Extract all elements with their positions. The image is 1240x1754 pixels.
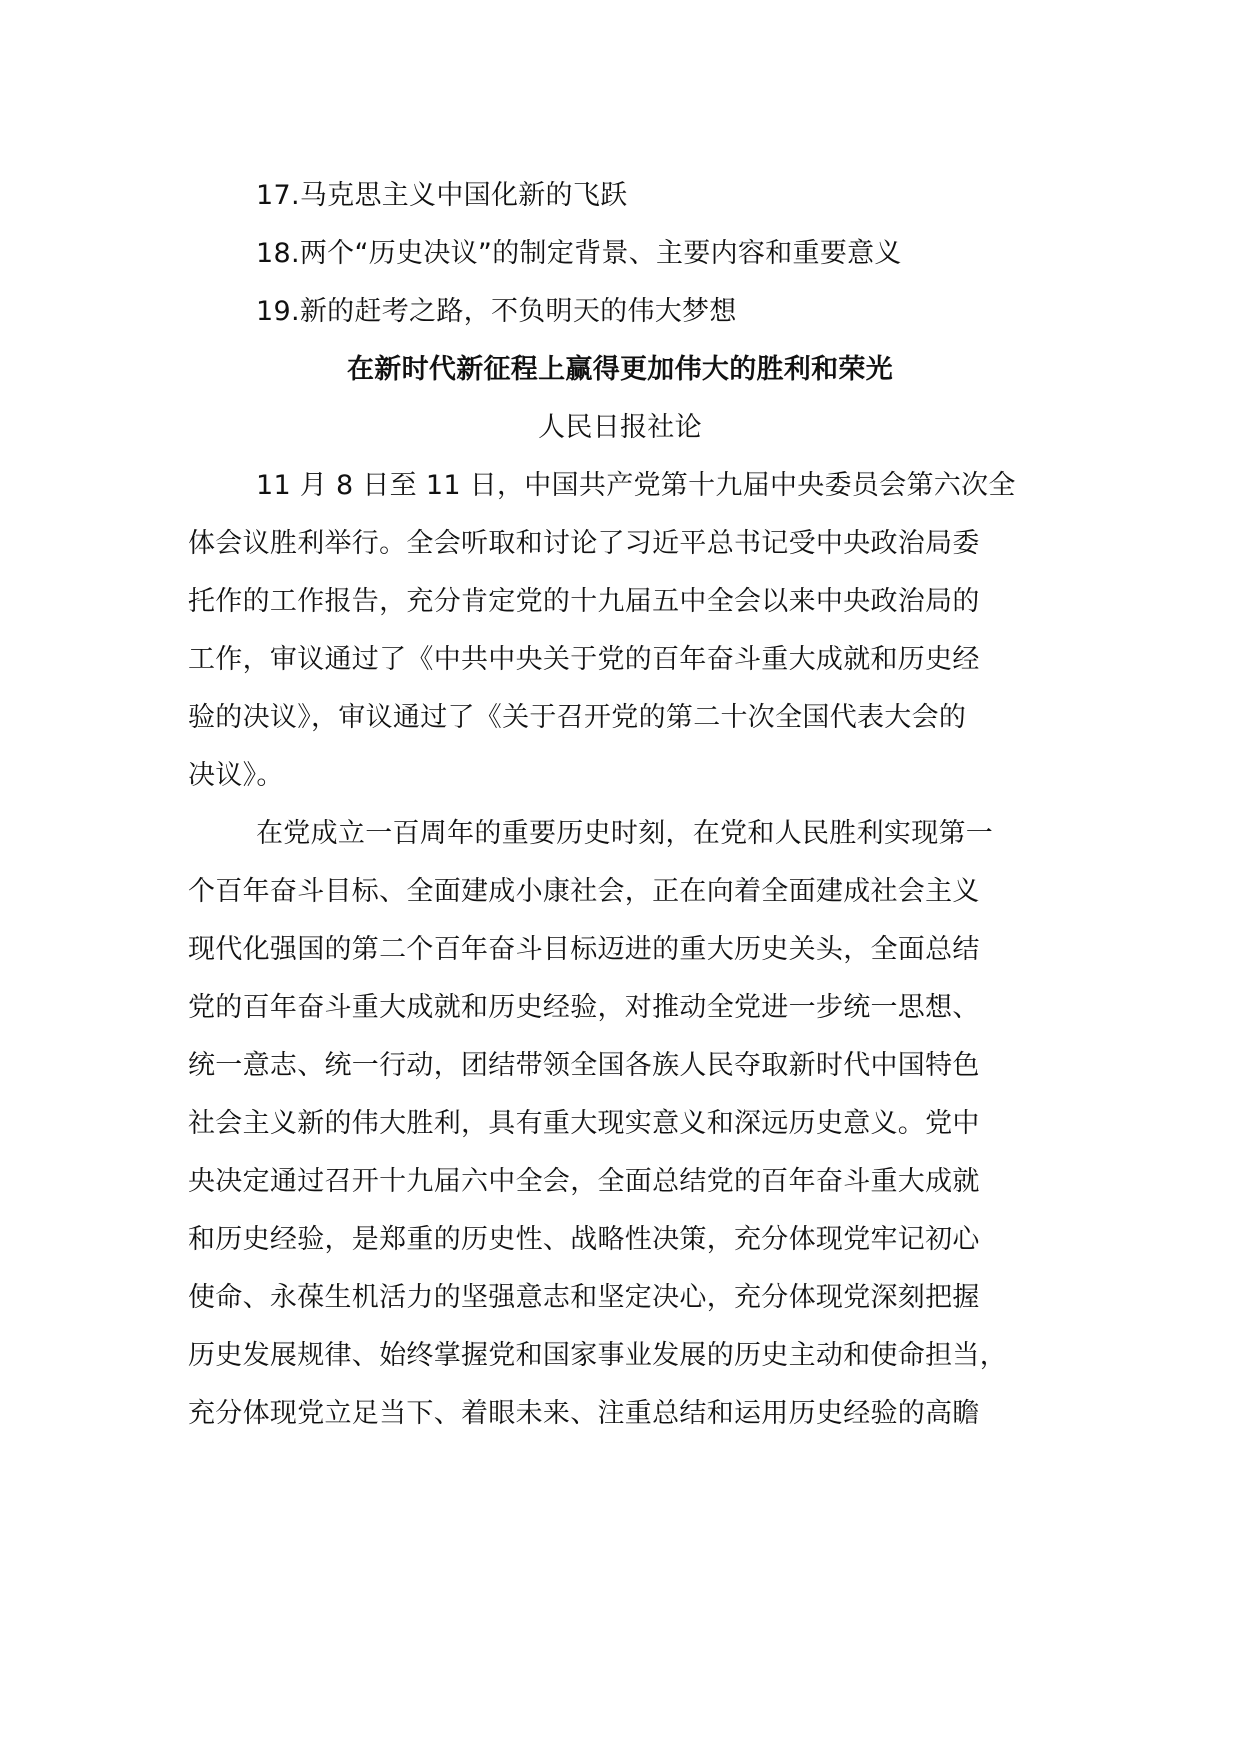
paragraph-line: 央决定通过召开十九届六中全会，全面总结党的百年奋斗重大成就 bbox=[188, 1166, 980, 1197]
paragraph-line: 现代化强国的第二个百年奋斗目标迈进的重大历史关头，全面总结 bbox=[188, 934, 980, 965]
paragraph-line: 托作的工作报告，充分肯定党的十九届五中全会以来中央政治局的 bbox=[188, 586, 980, 617]
paragraph-line: 体会议胜利举行。全会听取和讨论了习近平总书记受中央政治局委 bbox=[188, 528, 980, 559]
paragraph-line: 个百年奋斗目标、全面建成小康社会，正在向着全面建成社会主义 bbox=[188, 876, 980, 907]
paragraph-line: 充分体现党立足当下、着眼未来、注重总结和运用历史经验的高瞻 bbox=[188, 1398, 980, 1429]
paragraph-line: 历史发展规律、始终掌握党和国家事业发展的历史主动和使命担当， bbox=[188, 1340, 1007, 1371]
article-title: 在新时代新征程上赢得更加伟大的胜利和荣光 bbox=[347, 354, 893, 385]
article-source: 人民日报社论 bbox=[538, 412, 702, 443]
list-item: 18.两个“历史决议”的制定背景、主要内容和重要意义 bbox=[256, 238, 902, 269]
list-item: 19.新的赶考之路，不负明天的伟大梦想 bbox=[256, 296, 737, 327]
paragraph-line: 社会主义新的伟大胜利，具有重大现实意义和深远历史意义。党中 bbox=[188, 1108, 980, 1139]
paragraph-line: 党的百年奋斗重大成就和历史经验，对推动全党进一步统一思想、 bbox=[188, 992, 980, 1023]
paragraph-line: 使命、永葆生机活力的坚强意志和坚定决心，充分体现党深刻把握 bbox=[188, 1282, 980, 1313]
paragraph-line: 统一意志、统一行动，团结带领全国各族人民夺取新时代中国特色 bbox=[188, 1050, 980, 1081]
paragraph-line: 11 月 8 日至 11 日，中国共产党第十九届中央委员会第六次全 bbox=[256, 470, 1016, 501]
paragraph-line: 在党成立一百周年的重要历史时刻，在党和人民胜利实现第一 bbox=[256, 818, 994, 849]
paragraph-line: 验的决议》，审议通过了《关于召开党的第二十次全国代表大会的 bbox=[188, 702, 967, 733]
paragraph-line: 决议》。 bbox=[188, 760, 284, 791]
paragraph-line: 和历史经验，是郑重的历史性、战略性决策，充分体现党牢记初心 bbox=[188, 1224, 980, 1255]
list-item: 17.马克思主义中国化新的飞跃 bbox=[256, 180, 628, 211]
paragraph-line: 工作，审议通过了《中共中央关于党的百年奋斗重大成就和历史经 bbox=[188, 644, 980, 675]
